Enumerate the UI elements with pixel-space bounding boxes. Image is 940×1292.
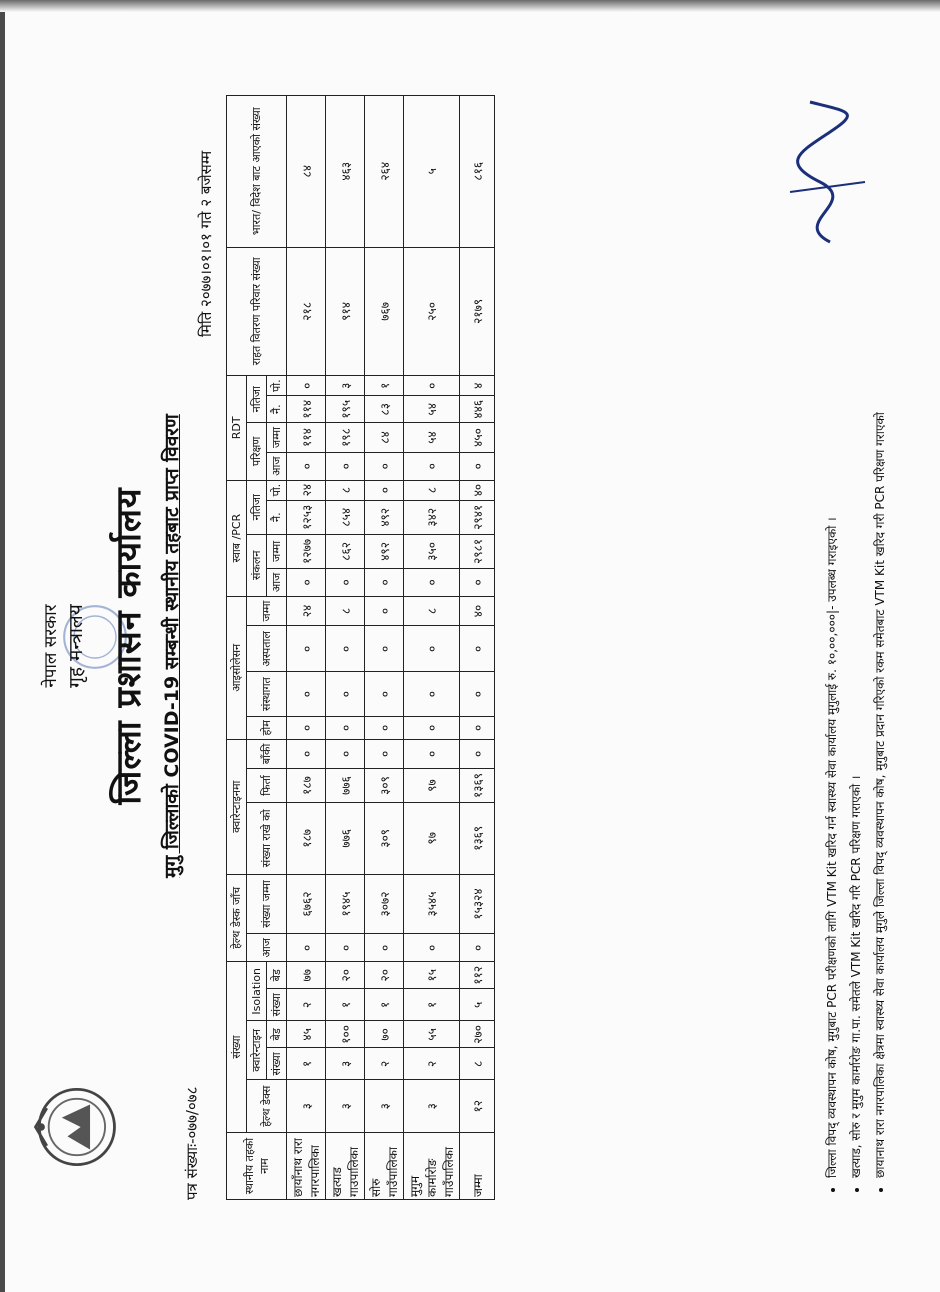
cell-rdt-today: ०	[460, 452, 495, 480]
table-row	[365, 96, 404, 1200]
cell-rdt-total: ११४	[287, 423, 326, 453]
cell-is-total: ८	[404, 596, 460, 626]
cell-rdt-pos: १	[365, 376, 404, 396]
cell-name: सोरु गाउँपालिका	[365, 1133, 404, 1200]
cell-arrivals: ८४	[287, 96, 326, 248]
cell-rdt-pos: ४	[460, 376, 495, 396]
note-item: • छायानाथ रारा नगरपालिका क्षेत्रमा स्वास्थ्य सेवा कार्यालय मुगुले जिल्ला विपद् व्यवस्थापन कोष, मुगुबाट प्रदान गरिएको रकम समेतबाट VTM Kit खरिद गरी PCR परिक्षण गराएको	[868, 48, 892, 1178]
cell-i-bed: १५	[404, 962, 460, 989]
cell-is-hosp: ०	[460, 626, 495, 672]
col-qs-returned: फिर्ता	[247, 768, 287, 802]
cell-sw-today: ०	[365, 568, 404, 596]
cell-rdt-today: ०	[404, 452, 460, 480]
reference-number: पत्र संख्याः-०७७/०७८	[183, 1086, 201, 1200]
office-title: जिल्ला प्रशासन कार्यालय	[109, 487, 149, 805]
cell-sw-pos: २४	[287, 480, 326, 500]
cell-relief: ७६७	[365, 247, 404, 376]
note-item: • जिल्ला विपद् व्यवस्थापन कोष, मुगुबाट PCR परीक्षणको लागि VTM Kit खरिद गर्न स्वास्थ्य सेवा कार्यालय मुगुलाई रु. १०,००,०००|- उपलब्ध गराइएको ।	[820, 48, 844, 1178]
cell-arrivals: ५	[404, 96, 460, 248]
cell-sw-pos: ८	[404, 480, 460, 500]
cell-rdt-neg: ११४	[287, 396, 326, 423]
cell-hd-today: ०	[460, 934, 495, 962]
cell-hd-total: १९४५	[326, 874, 365, 934]
cell-relief: २१७९	[460, 247, 495, 376]
cell-hd-today: ०	[287, 934, 326, 962]
cell-sw-total: ८६२	[326, 534, 365, 568]
col-group-isolation-status: आइसोलेसन	[227, 596, 247, 739]
cell-qs-kept: १३६९	[460, 803, 495, 875]
cell-rdt-today: ०	[287, 452, 326, 480]
cell-i-count: १	[404, 989, 460, 1021]
col-i-bed: बेड	[267, 962, 287, 989]
cell-q-bed: १००	[326, 1021, 365, 1048]
cell-qs-returned: ३०९	[365, 768, 404, 802]
col-group-rdt: RDT	[227, 376, 247, 480]
cell-qs-returned: १८७	[287, 768, 326, 802]
cell-hd: १२	[460, 1080, 495, 1133]
col-is-institutional: संस्थागत	[247, 672, 287, 716]
cell-q-count: ८	[460, 1048, 495, 1080]
col-sw-neg: नै.	[267, 500, 287, 534]
cell-qs-remaining: ०	[365, 739, 404, 768]
cell-i-count: २	[287, 989, 326, 1021]
cell-hd-today: ०	[365, 934, 404, 962]
cell-is-inst: ०	[287, 672, 326, 716]
cell-rdt-neg: १९५	[326, 396, 365, 423]
cell-hd: ३	[365, 1080, 404, 1133]
cell-rdt-today: ०	[326, 452, 365, 480]
cell-qs-kept: ९७	[404, 803, 460, 875]
ministry-line: गृह मन्त्रालय	[65, 604, 87, 688]
col-group-health-desk-check: हेल्थ डेस्क जाँच	[227, 874, 247, 962]
col-rdt-test: परिक्षण	[247, 423, 267, 480]
cell-rdt-neg: ४४६	[460, 396, 495, 423]
col-q-bed: बेड	[267, 1021, 287, 1048]
cell-hd-today: ०	[404, 934, 460, 962]
cell-sw-total: २९८१	[460, 534, 495, 568]
cell-qs-kept: १८७	[287, 803, 326, 875]
cell-arrivals: ८१६	[460, 96, 495, 248]
col-group-isolation: Isolation	[247, 962, 267, 1021]
cell-is-home: ०	[287, 716, 326, 739]
document-subject: मुगु जिल्लाको COVID-19 सम्बन्धी स्थानीय तहबाट प्राप्त विवरण	[161, 414, 183, 878]
col-rdt-pos: पो.	[267, 376, 287, 396]
cell-name: मुगुम कार्मारोङ गाउँपालिका	[404, 1133, 460, 1200]
col-rdt-total: जम्मा	[267, 423, 287, 453]
cell-hd: ३	[287, 1080, 326, 1133]
cell-q-count: २	[365, 1048, 404, 1080]
cell-sw-neg: ३४२	[404, 500, 460, 534]
cell-rdt-today: ०	[365, 452, 404, 480]
cell-rdt-total: ५४	[404, 423, 460, 453]
cell-qs-returned: १३६९	[460, 768, 495, 802]
cell-sw-today: ०	[404, 568, 460, 596]
table-row	[287, 96, 326, 1200]
cell-is-total: ४०	[460, 596, 495, 626]
cell-hd-today: ०	[326, 934, 365, 962]
covid-status-table	[226, 95, 495, 1200]
cell-sw-total: १२७७	[287, 534, 326, 568]
cell-q-count: ३	[326, 1048, 365, 1080]
cell-q-bed: ४५	[287, 1021, 326, 1048]
col-group-count: संख्या	[227, 962, 247, 1133]
cell-hd: ३	[404, 1080, 460, 1133]
cell-qs-remaining: ०	[287, 739, 326, 768]
cell-sw-total: ३५०	[404, 534, 460, 568]
col-hd-today: आज	[247, 934, 287, 962]
cell-rdt-total: ४५०	[460, 423, 495, 453]
col-local-level: स्थानीय तहको नाम	[227, 1133, 287, 1200]
cell-is-inst: ०	[326, 672, 365, 716]
col-hd-total: संख्या जम्मा	[247, 874, 287, 934]
cell-is-home: ०	[326, 716, 365, 739]
cell-sw-today: ०	[460, 568, 495, 596]
cell-sw-neg: १२५३	[287, 500, 326, 534]
col-relief: राहत वितरण परिवार संख्या	[227, 247, 287, 376]
cell-is-total: ०	[365, 596, 404, 626]
cell-sw-today: ०	[326, 568, 365, 596]
cell-is-hosp: ०	[326, 626, 365, 672]
cell-is-inst: ०	[404, 672, 460, 716]
cell-hd-total: ३०७२	[365, 874, 404, 934]
cell-is-home: ०	[460, 716, 495, 739]
cell-sw-pos: ०	[365, 480, 404, 500]
cell-hd-total: ३५४५	[404, 874, 460, 934]
cell-is-home: ०	[404, 716, 460, 739]
cell-qs-remaining: ०	[460, 739, 495, 768]
cell-is-hosp: ०	[365, 626, 404, 672]
cell-name: खत्याड गाउपालिका	[326, 1133, 365, 1200]
col-is-home: होम	[247, 716, 287, 739]
cell-rdt-total: ८४	[365, 423, 404, 453]
cell-is-hosp: ०	[287, 626, 326, 672]
cell-name: छायाँनाथ रारा नगरपालिका	[287, 1133, 326, 1200]
col-sw-result: नतिजा	[247, 480, 267, 534]
col-i-count: संख्या	[267, 989, 287, 1021]
table-row	[326, 96, 365, 1200]
col-arrivals: भारत/ विदेश बाट आएको संख्या	[227, 96, 287, 248]
cell-is-total: ८	[326, 596, 365, 626]
cell-qs-kept: ७७६	[326, 803, 365, 875]
col-group-quarantine-status: क्वारेन्टाइनमा	[227, 739, 247, 874]
col-sw-today: आज	[267, 568, 287, 596]
cell-rdt-neg: ५४	[404, 396, 460, 423]
col-qs-kept: संख्या राखे को	[247, 803, 287, 875]
cell-relief: ९१४	[326, 247, 365, 376]
cell-rdt-pos: ०	[404, 376, 460, 396]
col-rdt-neg: नै.	[267, 396, 287, 423]
table-row	[404, 96, 460, 1200]
cell-is-inst: ०	[460, 672, 495, 716]
cell-i-count: ५	[460, 989, 495, 1021]
cell-is-hosp: ०	[404, 626, 460, 672]
note-item: • खत्याड, सोरु र मुगुम कार्मारोङ गा.पा. समेतले VTM Kit खरिद गरि PCR परिक्षण गराएको ।	[844, 48, 868, 1178]
cell-i-bed: ७७	[287, 962, 326, 989]
cell-arrivals: ४६३	[326, 96, 365, 248]
cell-rdt-pos: ०	[287, 376, 326, 396]
cell-sw-neg: ८५४	[326, 500, 365, 534]
cell-sw-pos: ८	[326, 480, 365, 500]
table-body	[287, 96, 495, 1200]
col-is-hospital: अस्पताल	[247, 626, 287, 672]
cell-i-count: १	[326, 989, 365, 1021]
cell-q-bed: ५५	[404, 1021, 460, 1048]
cell-sw-total: ४९२	[365, 534, 404, 568]
col-qs-remaining: बाँकी	[247, 739, 287, 768]
col-is-total: जम्मा	[247, 596, 287, 626]
cell-qs-remaining: ०	[404, 739, 460, 768]
cell-hd-total: १५३२४	[460, 874, 495, 934]
cell-i-count: १	[365, 989, 404, 1021]
cell-rdt-neg: ८३	[365, 396, 404, 423]
cell-relief: २१८	[287, 247, 326, 376]
notes-list	[820, 48, 892, 1196]
col-group-quarantine: क्वारेन्टाइन	[247, 1021, 267, 1080]
cell-sw-neg: ४९२	[365, 500, 404, 534]
cell-i-bed: २०	[365, 962, 404, 989]
cell-i-bed: ११२	[460, 962, 495, 989]
cell-q-bed: ७०	[365, 1021, 404, 1048]
cell-qs-returned: ७७६	[326, 768, 365, 802]
cell-is-inst: ०	[365, 672, 404, 716]
cell-arrivals: २६४	[365, 96, 404, 248]
cell-is-home: ०	[365, 716, 404, 739]
col-rdt-result: नतिजा	[247, 376, 267, 423]
cell-relief: २५०	[404, 247, 460, 376]
col-group-swab: स्वाब /PCR	[227, 480, 247, 596]
cell-sw-today: ०	[287, 568, 326, 596]
cell-hd: ३	[326, 1080, 365, 1133]
cell-rdt-total: १९८	[326, 423, 365, 453]
cell-hd-total: ६७६२	[287, 874, 326, 934]
col-rdt-today: आज	[267, 452, 287, 480]
report-date: मिति २०७७।०१।०१ गते २ बजेसम्म	[197, 150, 215, 337]
cell-q-count: १	[287, 1048, 326, 1080]
col-sw-total: जम्मा	[267, 534, 287, 568]
total-row	[460, 96, 495, 1200]
col-health-desk: हेल्थ डेक्स	[247, 1080, 287, 1133]
cell-qs-remaining: ०	[326, 739, 365, 768]
cell-q-bed: २७०	[460, 1021, 495, 1048]
cell-sw-neg: २९४१	[460, 500, 495, 534]
col-sw-collection: संकलन	[247, 534, 267, 596]
cell-sw-pos: ४०	[460, 480, 495, 500]
government-line: नेपाल सरकार	[41, 604, 61, 688]
col-q-count: संख्या	[267, 1048, 287, 1080]
cell-is-total: २४	[287, 596, 326, 626]
cell-rdt-pos: ३	[326, 376, 365, 396]
cell-qs-kept: ३०९	[365, 803, 404, 875]
cell-name: जम्मा	[460, 1133, 495, 1200]
cell-i-bed: २०	[326, 962, 365, 989]
col-sw-pos: पो.	[267, 480, 287, 500]
cell-q-count: २	[404, 1048, 460, 1080]
cell-qs-returned: ९७	[404, 768, 460, 802]
